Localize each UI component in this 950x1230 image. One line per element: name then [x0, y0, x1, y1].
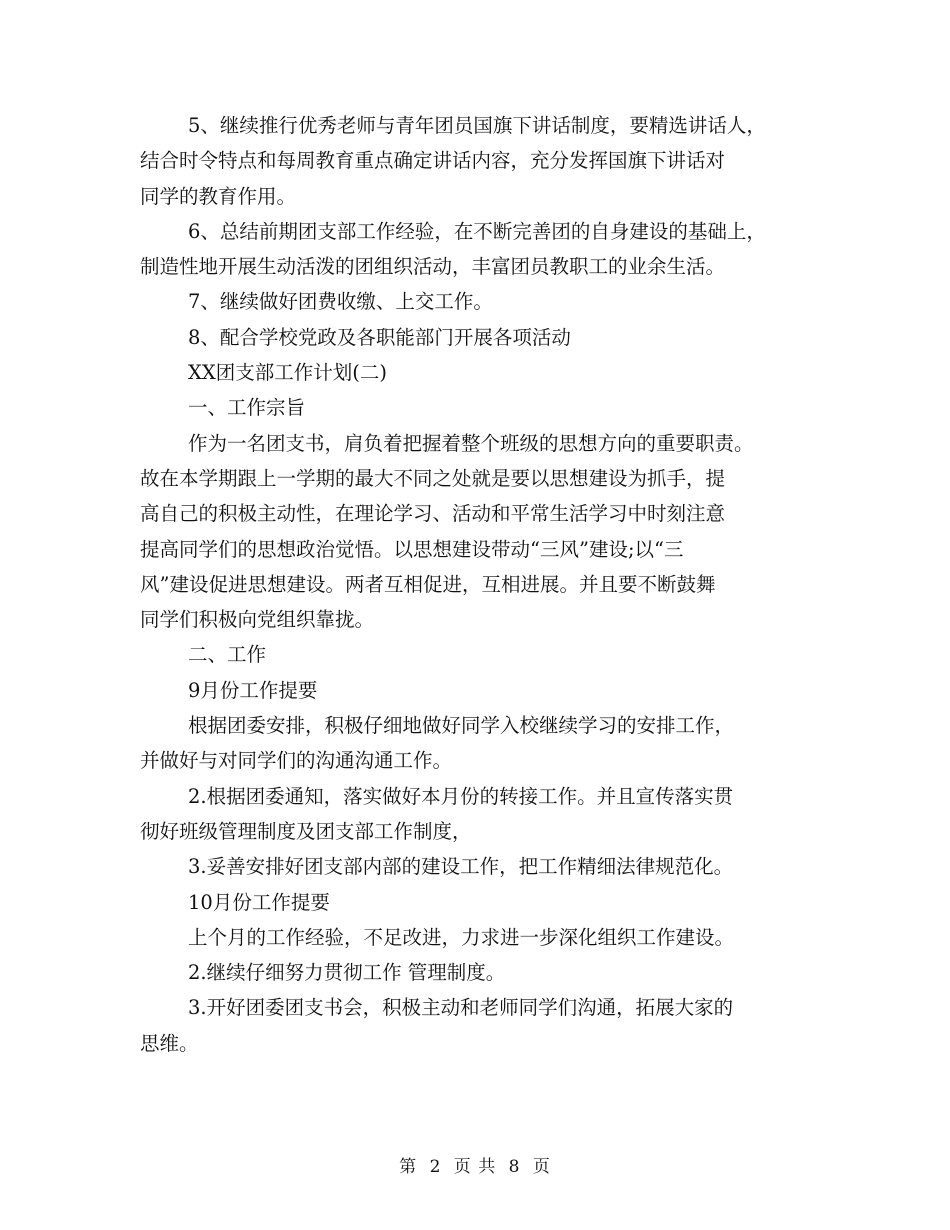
text-line: 2.继续仔细努力贯彻工作 管理制度。	[188, 961, 506, 985]
text-line: 结合时令特点和每周教育重点确定讲话内容，充分发挥国旗下讲话对	[140, 149, 726, 173]
text-line: 10月份工作提要	[188, 890, 330, 914]
text-line: 上个月的工作经验，不足改进，力求进一步深化组织工作建设。	[188, 925, 735, 949]
text-line: 风”建设促进思想建设。两者互相促进，互相进展。并且要不断鼓舞	[140, 572, 716, 596]
footer-suffix: 页	[532, 1157, 551, 1177]
text-line: 7、继续做好团费收缴、上交工作。	[188, 290, 493, 314]
text-line: 思维。	[140, 1031, 199, 1055]
footer-page-number: 2	[429, 1157, 442, 1177]
text-line: 8、配合学校党政及各职能部门开展各项活动	[188, 325, 571, 349]
text-line: 2.根据团委通知，落实做好本月份的转接工作。并且宣传落实贯	[188, 784, 734, 808]
footer-prefix: 第	[399, 1157, 418, 1177]
body-text	[140, 108, 830, 1061]
text-line: 故在本学期跟上一学期的最大不同之处就是要以思想建设为抓手，提	[140, 466, 726, 490]
footer-middle: 页 共	[453, 1157, 497, 1177]
text-line: 9月份工作提要	[188, 678, 318, 702]
text-line: 作为一名团支书，肩负着把握着整个班级的思想方向的重要职责。	[188, 431, 754, 455]
text-line: 二、工作	[188, 643, 267, 667]
text-line: 提高同学们的思想政治觉悟。以思想建设带动“三风”建设;以“三	[140, 537, 684, 561]
footer-total-pages: 8	[508, 1157, 521, 1177]
text-line: 并做好与对同学们的沟通沟通工作。	[140, 749, 453, 773]
text-line: XX团支部工作计划(二)	[188, 361, 387, 385]
text-line: 6、总结前期团支部工作经验，在不断完善团的自身建设的基础上，	[188, 219, 766, 243]
text-line: 一、工作宗旨	[188, 396, 306, 420]
text-line: 彻好班级管理制度及团支部工作制度，	[140, 819, 472, 843]
page-footer	[0, 1152, 950, 1177]
text-line: 3.妥善安排好团支部内部的建设工作，把工作精细法律规范化。	[188, 855, 734, 879]
text-line: 根据团委安排，积极仔细地做好同学入校继续学习的安排工作，	[188, 714, 735, 738]
text-line: 同学的教育作用。	[140, 184, 297, 208]
text-line: 5、继续推行优秀老师与青年团员国旗下讲话制度，要精选讲话人，	[188, 114, 766, 137]
text-line: 同学们积极向党组织靠拢。	[140, 608, 375, 632]
text-line: 高自己的积极主动性，在理论学习、活动和平常生活学习中时刻注意	[140, 502, 726, 526]
text-line: 制造性地开展生动活泼的团组织活动，丰富团员教职工的业余生活。	[140, 255, 726, 279]
text-line: 3.开好团委团支书会，积极主动和老师同学们沟通，拓展大家的	[188, 996, 734, 1020]
